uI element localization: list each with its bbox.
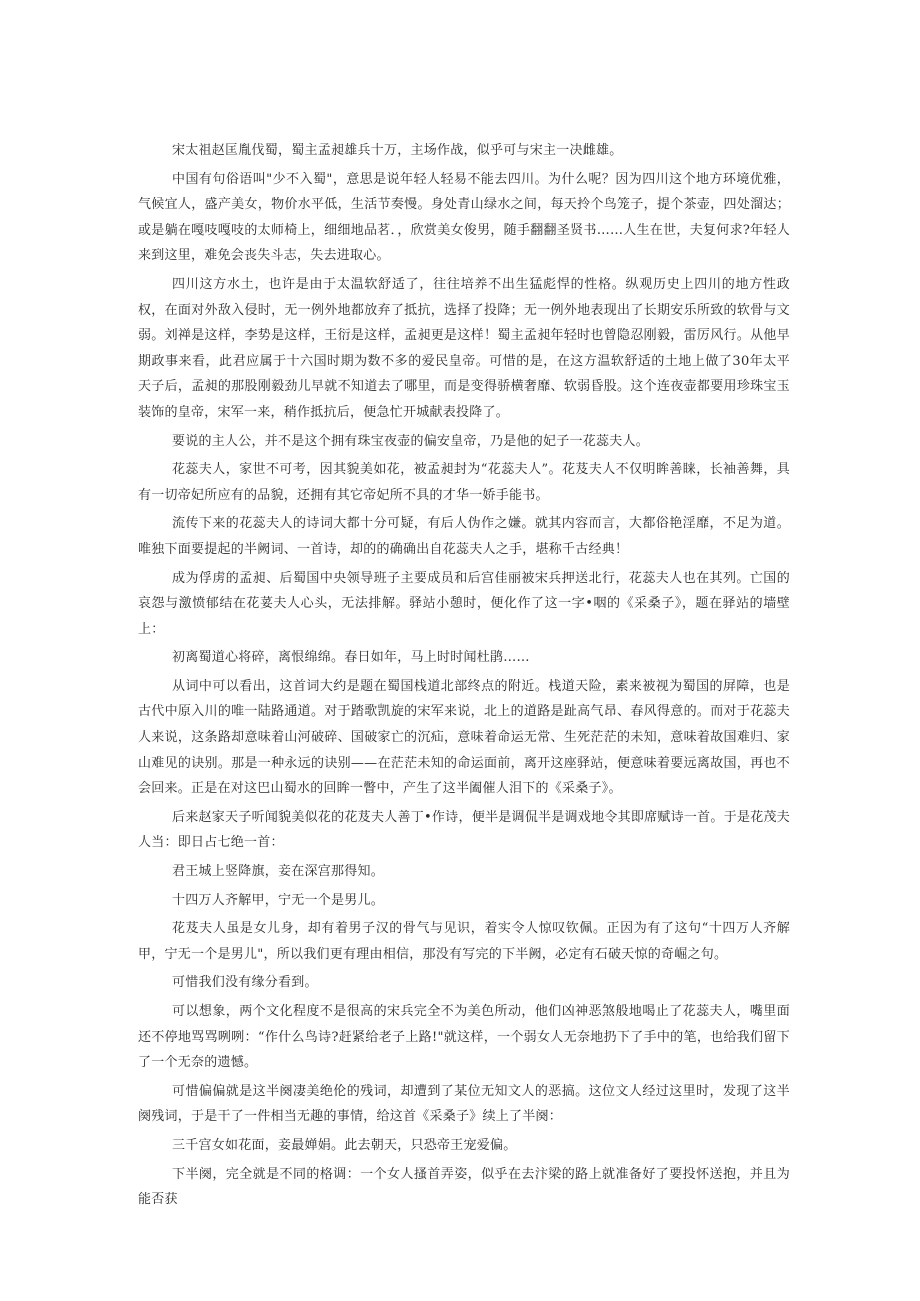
paragraph-2: 中国有句俗语叫"少不入蜀"，意思是说年轻人轻易不能去四川。为什么呢？因为四川这个地方环境优雅，气候宜人，盛产美女，物价水平低，生活节奏慢。身处青山绿水之间，每天拎个鸟笼子，提个茶壶，四处溜达；或是躺在嘎吱嘎吱的太师椅上，细细地品茗．，欣赏美女俊男，随手翻翻圣贤书……人生在世，夫复何求?年轻人来到这里，难免会丧失斗志，失去进取心。	[138, 171, 790, 264]
paragraph-11: 可惜我们没有缘分看到。	[172, 975, 318, 991]
paragraph-12: 可以想象，两个文化程度不是很高的宋兵完全不为美色所动，他们凶神恶煞般地喝止了花蕊夫人，嘴里面还不停地骂骂咧咧：“作什么鸟诗?赶紧给老子上路!"就这样，一个弱女人无奈地扔下了手中的笔，也给我们留下了一个无奈的遗憾。	[138, 1004, 790, 1071]
paragraph-3: 四川这方水土，也许是由于太温软舒适了，往往培养不出生猛彪悍的性格。纵观历史上四川的地方性政权，在面对外敌入侵时，无一例外地都放弃了抵抗，选择了投降；无一例外地表现出了长期安乐所致的软骨与文弱。刘禅是这样，李势是这样，王衍是这样，孟昶更是这样！蜀主孟昶年轻时也曾隐忍刚毅，雷厉风行。从他早期政事来看，此君应属于十六国时期为数不多的爱民皇帝。可惜的是，在这方温软舒适的土地上做了30年太平天子后，孟昶的那股刚毅劲儿早就不知道去了哪里，而是变得骄横奢靡、软弱昏股。这个连夜壶都要用珍珠宝玉装饰的皇帝，宋军一来，稍作抵抗后，便急忙开城献表投降了。	[138, 276, 790, 420]
paragraph-10: 花芨夫人虽是女儿身，却有着男子汉的骨气与见识，着实令人惊叹钦佩。正因为有了这句“十四万人齐解甲，宁无一个是男儿"，所以我们更有理由相信，那没有写完的下半阙，必定有石破天惊的奇崛之句。	[138, 921, 790, 962]
poem-line-3: 十四万人齐解甲，宁无一个是男儿。	[172, 892, 385, 908]
paragraph-7: 成为俘虏的孟昶、后蜀国中央领导班子主要成员和后宫佳丽被宋兵押送北行，花蕊夫人也在其列。亡国的哀怨与激愤郁结在花荽夫人心头，无法排解。驿站小憩时，便化作了这一字•咽的《采桑子》，题在驿站的墙壁上：	[138, 570, 790, 637]
paragraph-1: 宋太祖赵匡胤伐蜀，蜀主孟昶雄兵十万，主场作战，似乎可与宋主一决雌雄。	[172, 143, 623, 158]
paragraph-13: 可惜偏偏就是这半阕凄美绝伦的残词，却遭到了某位无知文人的恶搞。这位文人经过这里时，发现了这半阕残词，于是干了一件相当无趣的事情，给这首《采桑子》续上了半阕：	[138, 1083, 790, 1125]
poem-line-1: 初离蜀道心将碎，离恨绵绵。春日如年，马上时时闻杜鹃……	[172, 650, 530, 666]
paragraph-6: 流传下来的花蕊夫人的诗词大都十分可疑，有后人伪作之嫌。就其内容而言，大都俗艳淫靡，不足为道。唯独下面要提起的半阙词、一首诗，却的的确确出自花蕊夫人之手，堪称千古经典！	[138, 516, 790, 557]
poem-line-2: 君王城上竖降旗，妾在深宫那得知。	[172, 864, 385, 880]
article-body	[138, 138, 790, 1216]
paragraph-5: 花蕊夫人，家世不可考，因其貌美如花，被孟昶封为“花蕊夫人”。花芨夫人不仅明眸善睐，长袖善舞，具有一切帝妃所应有的品貌，还拥有其它帝妃所不具的才华一娇手能书。	[138, 462, 790, 503]
paragraph-4: 要说的主人公，并不是这个拥有珠宝夜壶的偏安皇帝，乃是他的妃子一花蕊夫人。	[172, 433, 650, 449]
paragraph-8: 从词中可以看出，这首词大约是题在蜀国栈道北部终点的附近。栈道天险，素来被视为蜀国的屏障，也是古代中原入川的唯一陆路通道。对于踏歌凯旋的宋军来说，北上的道路是趾高气昂、春风得意的。而对于花蕊夫人来说，这条路却意味着山河破碎、国破家亡的沉疝，意味着命运无常、生死茫茫的未知，意味着故国难归、家山难见的诀别。那是一种永远的诀别——在茫茫未知的命运面前，离开这座驿站，便意味着要远离故国，再也不会回来。正是在对这巴山蜀水的回眸一瞥中，产生了这半阖催人泪下的《采桑子》。	[138, 678, 790, 797]
poem-line-4: 三千宫女如花面，妾最婵娟。此去朝天，只恐帝王宠爱偏。	[172, 1137, 517, 1153]
paragraph-9: 后来赵家天子听闻貌美似花的花芨夫人善丁•作诗，便半是调侃半是调戏地令其即席赋诗一首。于是花茂夫人当：即日占七绝一首：	[138, 809, 790, 851]
paragraph-14: 下半阕，完全就是不同的格调：一个女人搔首弄姿，似乎在去汴梁的路上就准备好了要投怀送抱，并且为能否获	[138, 1166, 790, 1208]
